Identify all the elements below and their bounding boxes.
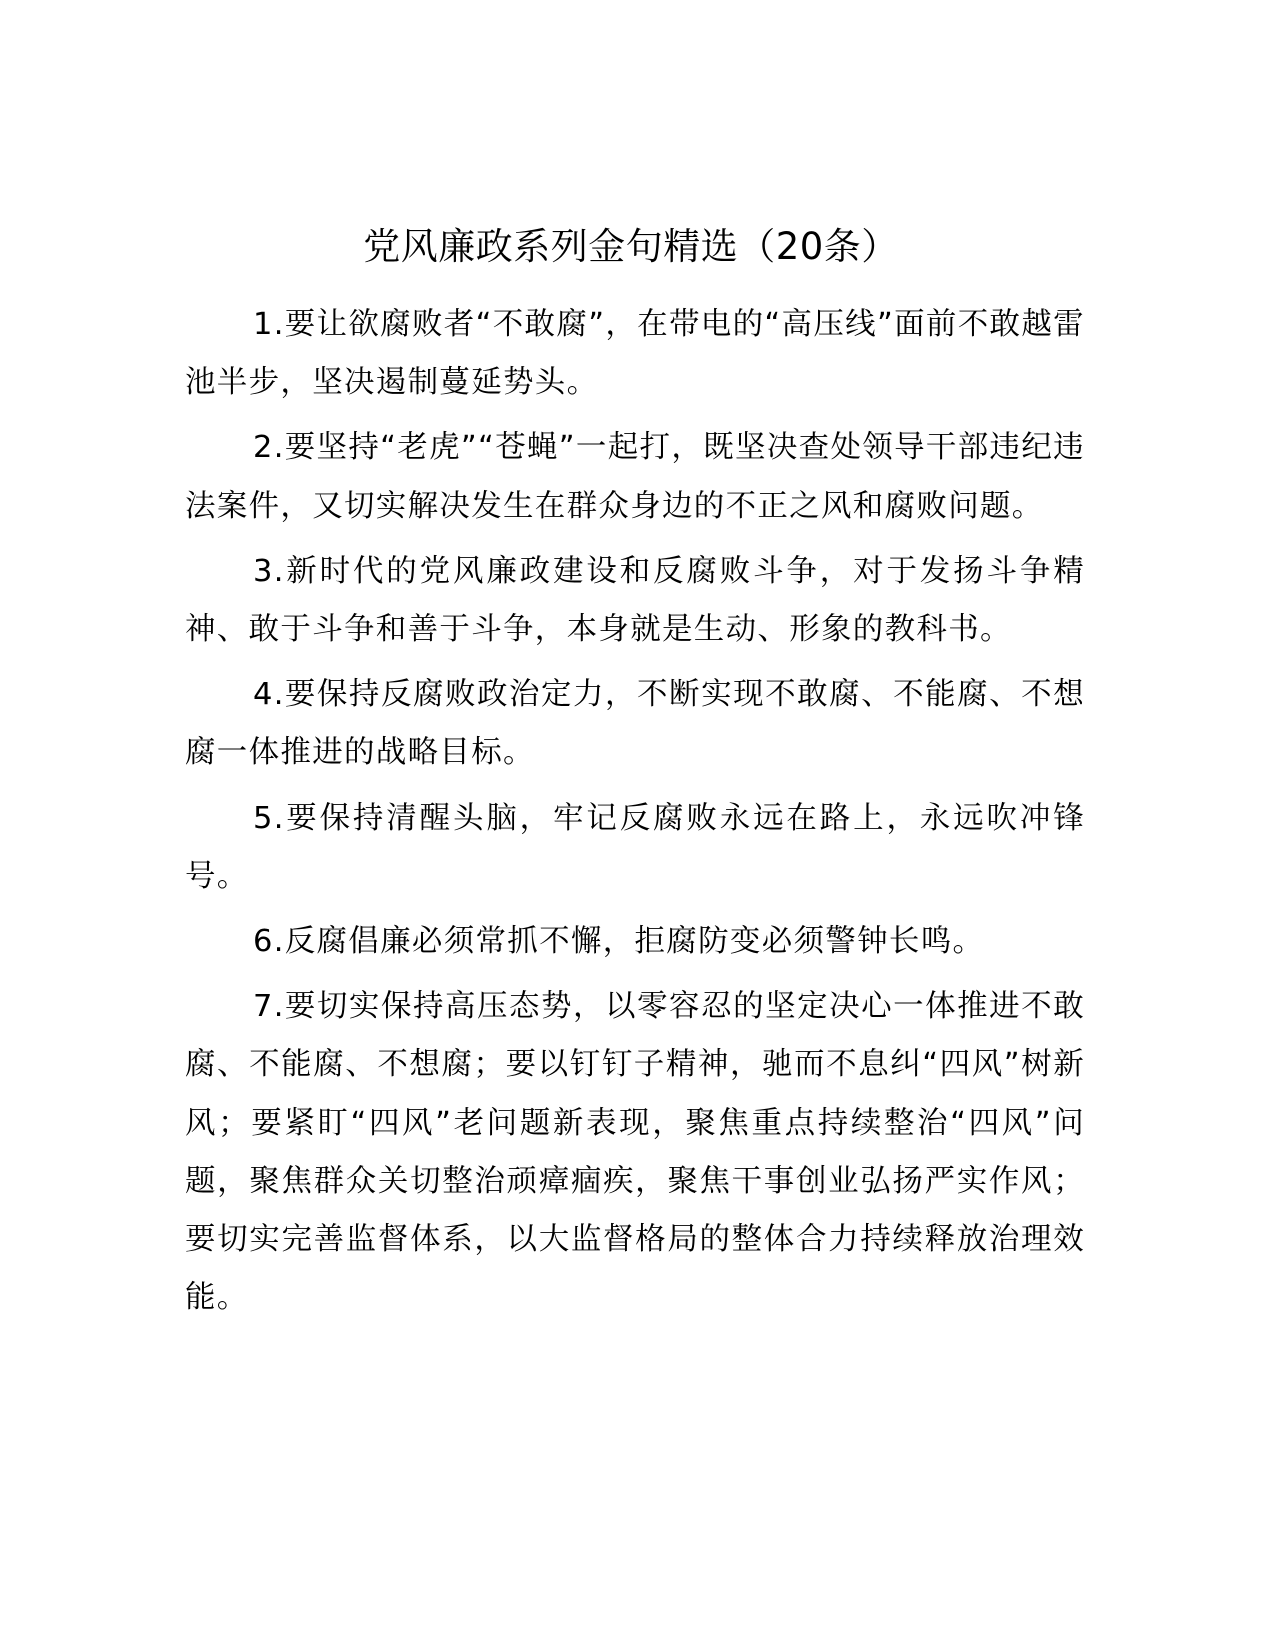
quote-paragraph-5: 5.要保持清醒头脑，牢记反腐败永远在路上，永远吹冲锋号。 <box>185 800 1085 894</box>
quote-paragraph-4: 4.要保持反腐败政治定力，不断实现不敢腐、不能腐、不想腐一体推进的战略目标。 <box>185 677 1085 771</box>
document-title: 党风廉政系列金句精选（20条） <box>363 225 899 268</box>
quote-paragraph-6: 6.反腐倡廉必须常抓不懈，拒腐防变必须警钟长鸣。 <box>253 924 985 960</box>
quote-paragraph-2: 2.要坚持“老虎”“苍蝇”一起打，既坚决查处领导干部违纪违法案件，又切实解决发生在群众身边的不正之风和腐败问题。 <box>185 430 1085 524</box>
quote-paragraph-1: 1.要让欲腐败者“不敢腐”，在带电的“高压线”面前不敢越雷池半步，坚决遏制蔓延势头。 <box>185 307 1085 401</box>
quote-paragraph-7: 7.要切实保持高压态势，以零容忍的坚定决心一体推进不敢腐、不能腐、不想腐；要以钉钉子精神，驰而不息纠“四风”树新风；要紧盯“四风”老问题新表现，聚焦重点持续整治“四风”问题，聚焦群众关切整治顽瘴痼疾，聚焦干事创业弘扬严实作风；要切实完善监督体系，以大监督格局的整体合力持续释放治理效能。 <box>185 989 1085 1316</box>
quote-paragraph-3: 3.新时代的党风廉政建设和反腐败斗争，对于发扬斗争精神、敢于斗争和善于斗争，本身就是生动、形象的教科书。 <box>185 553 1085 648</box>
document-body <box>185 296 1085 1334</box>
